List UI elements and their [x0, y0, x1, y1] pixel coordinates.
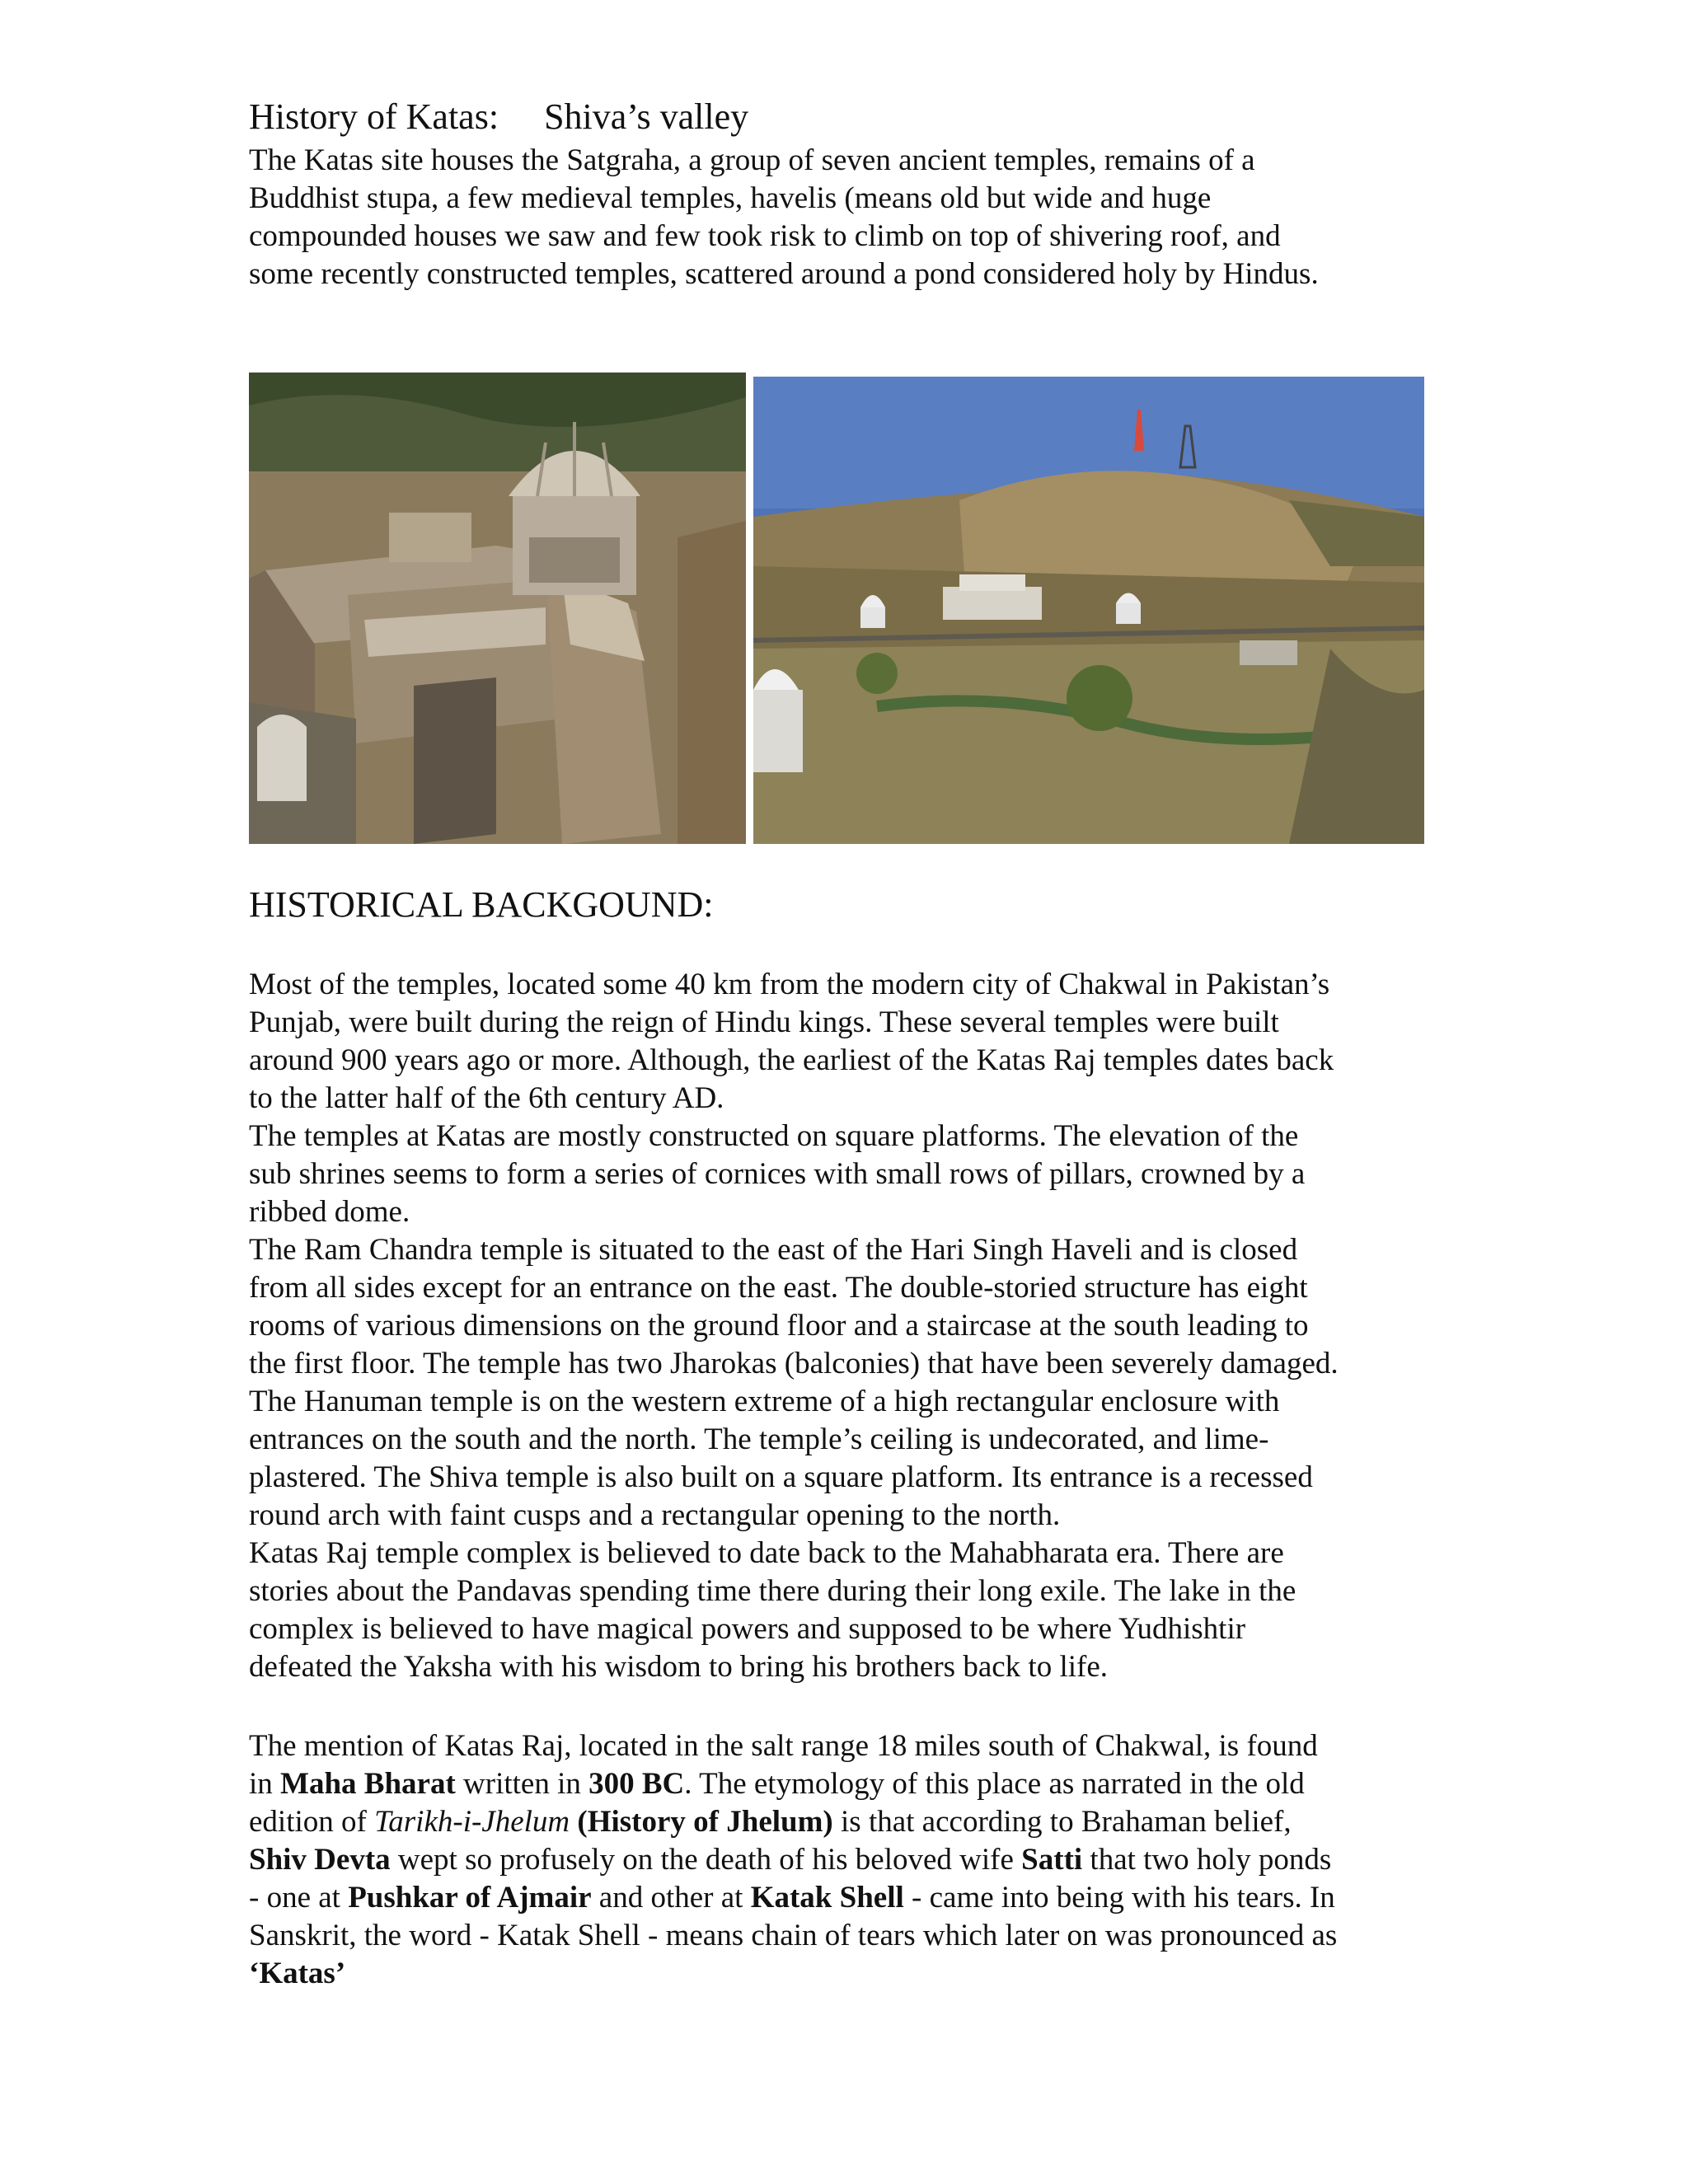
italic-title: Tarikh-i-Jhelum — [374, 1805, 570, 1839]
text-run: that two holy ponds — [1082, 1843, 1332, 1877]
intro-line: some recently constructed temples, scattered around a pond considered holy by Hindus. — [249, 257, 1319, 291]
body-line: to the latter half of the 6th century AD. — [249, 1081, 724, 1115]
bold-term: 300 BC — [588, 1767, 685, 1801]
intro-paragraph — [249, 142, 1452, 293]
title-right: Shiva’s valley — [544, 96, 749, 137]
body-line: round arch with faint cusps and a rectangular opening to the north. — [249, 1498, 1061, 1532]
text-run: is that according to Brahaman belief, — [832, 1805, 1292, 1839]
body-line: The Ram Chandra temple is situated to the east of the Hari Singh Haveli and is closed — [249, 1233, 1298, 1267]
text-run: - one at — [249, 1881, 349, 1915]
text-run: edition of — [249, 1805, 375, 1839]
bold-term: (History of Jhelum) — [577, 1805, 833, 1839]
bold-term: Shiv Devta — [249, 1843, 391, 1877]
bold-term: ‘Katas’ — [249, 1957, 346, 1990]
temple-ruins-photo — [249, 373, 746, 844]
text-run: wept so profusely on the death of his beloved wife — [390, 1843, 1022, 1877]
temple-ruins-image — [249, 373, 746, 844]
body-line: complex is believed to have magical powers and supposed to be where Yudhishtir — [249, 1612, 1246, 1646]
etymology-line — [249, 1803, 1469, 1841]
body-line: Most of the temples, located some 40 km from the modern city of Chakwal in Pakistan’s — [249, 968, 1330, 1001]
body-line: The Hanuman temple is on the western extreme of a high rectangular enclosure with — [249, 1385, 1280, 1418]
intro-line: compounded houses we saw and few took risk to climb on top of shivering roof, and — [249, 219, 1281, 253]
etymology-line — [249, 1955, 1469, 1993]
body-line: from all sides except for an entrance on the east. The double-storied structure has eight — [249, 1271, 1308, 1305]
etymology-line — [249, 1841, 1469, 1879]
text-run: and other at — [591, 1881, 751, 1915]
valley-panorama-photo — [753, 377, 1424, 844]
body-line: around 900 years ago or more. Although, the earliest of the Katas Raj temples dates back — [249, 1043, 1334, 1077]
valley-panorama-image — [753, 377, 1424, 844]
etymology-paragraph — [249, 1727, 1469, 1993]
etymology-line: The mention of Katas Raj, located in the salt range 18 miles south of Chakwal, is found — [249, 1729, 1318, 1763]
section-heading: HISTORICAL BACKGOUND: — [249, 884, 714, 925]
background-paragraph — [249, 966, 1469, 1686]
etymology-line — [249, 1765, 1469, 1803]
body-line: sub shrines seems to form a series of cornices with small rows of pillars, crowned by a — [249, 1157, 1306, 1191]
text-run: . The etymology of this place as narrated in the old — [684, 1767, 1305, 1801]
body-line: defeated the Yaksha with his wisdom to bring his brothers back to life. — [249, 1650, 1108, 1684]
body-line: Katas Raj temple complex is believed to date back to the Mahabharata era. There are — [249, 1536, 1284, 1570]
intro-line: The Katas site houses the Satgraha, a group of seven ancient temples, remains of a — [249, 143, 1255, 177]
etymology-line — [249, 1879, 1469, 1917]
etymology-line: Sanskrit, the word - Katak Shell - means chain of tears which later on was pronounced as — [249, 1919, 1338, 1952]
bold-term: Satti — [1021, 1843, 1083, 1877]
page-title — [249, 96, 748, 138]
text-run: in — [249, 1767, 281, 1801]
title-left: History of Katas: — [249, 96, 499, 137]
body-line: stories about the Pandavas spending time there during their long exile. The lake in the — [249, 1574, 1296, 1608]
body-line: plastered. The Shiva temple is also built on a square platform. Its entrance is a recessed — [249, 1460, 1313, 1494]
body-line: ribbed dome. — [249, 1195, 410, 1229]
intro-line: Buddhist stupa, a few medieval temples, havelis (means old but wide and huge — [249, 181, 1212, 215]
body-line: the first floor. The temple has two Jharokas (balconies) that have been severely damaged. — [249, 1347, 1339, 1380]
bold-term: Maha Bharat — [280, 1767, 456, 1801]
body-line: entrances on the south and the north. The temple’s ceiling is undecorated, and lime- — [249, 1422, 1269, 1456]
text-run: written in — [455, 1767, 589, 1801]
body-line: The temples at Katas are mostly constructed on square platforms. The elevation of the — [249, 1119, 1299, 1153]
bold-term: Katak Shell — [750, 1881, 904, 1915]
text-run: - came into being with his tears. In — [903, 1881, 1335, 1915]
bold-term: Pushkar of Ajmair — [348, 1881, 592, 1915]
body-line: rooms of various dimensions on the ground floor and a staircase at the south leading to — [249, 1309, 1309, 1343]
body-line: Punjab, were built during the reign of Hindu kings. These several temples were built — [249, 1005, 1279, 1039]
